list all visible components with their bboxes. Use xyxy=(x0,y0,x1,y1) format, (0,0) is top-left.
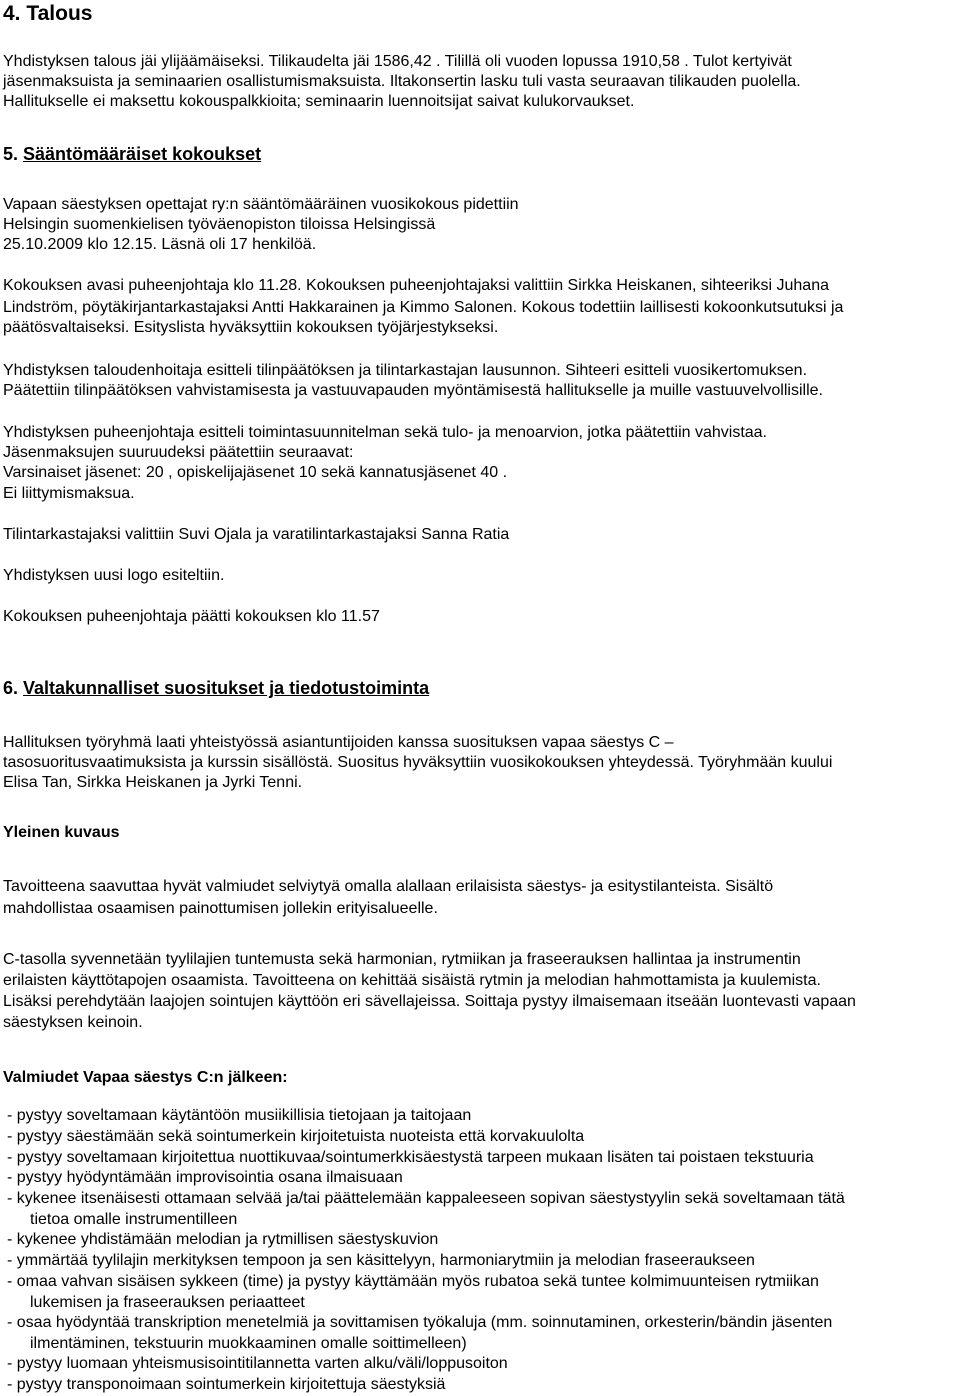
heading-talous: 4. Talous xyxy=(3,2,93,25)
list-item: - osaa hyödyntää transkription menetelmiä ja sovittamisen työkaluja (mm. soinnutaminen, orkesterin/bändin jäsenten xyxy=(7,1314,833,1331)
list-item: - pystyy soveltamaan kirjoitettua nuottikuvaa/sointumerkkisäestystä tarpeen mukaan lisäten tai poistaen tekstuuria xyxy=(7,1149,814,1166)
heading-yleinen-kuvaus: Yleinen kuvaus xyxy=(3,824,120,841)
paragraph-line: Tavoitteena saavuttaa hyvät valmiudet selviytyä omalla alallaan erilaisista säestys- ja esitystilanteista. Sisältö xyxy=(3,878,774,895)
paragraph-line: erilaisten käyttötapojen osaamista. Tavoitteena on kehittää sisäistä rytmin ja melodian hahmottamista ja kuulemista. xyxy=(3,972,821,989)
paragraph-line: Yhdistyksen uusi logo esiteltiin. xyxy=(3,567,225,584)
paragraph-line: Päätettiin tilinpäätöksen vahvistamisesta ja vastuuvapauden myöntämisestä hallitukselle ja muille vastuuvelvollisille. xyxy=(3,382,823,399)
paragraph-line: Yhdistyksen taloudenhoitaja esitteli tilinpäätöksen ja tilintarkastajan lausunnon. Sihteeri esitteli vuosikertomuksen. xyxy=(3,362,808,379)
heading-valmiudet: Valmiudet Vapaa säestys C:n jälkeen: xyxy=(3,1069,288,1086)
paragraph-line: Yhdistyksen talous jäi ylijäämäiseksi. Tilikaudelta jäi 1586,42 . Tilillä oli vuoden lopussa 1910,58 . Tulot kertyivät xyxy=(3,53,792,70)
paragraph-line: 25.10.2009 klo 12.15. Läsnä oli 17 henkilöä. xyxy=(3,236,317,253)
paragraph-line: Vapaan säestyksen opettajat ry:n sääntömääräinen vuosikokous pidettiin xyxy=(3,196,519,213)
paragraph-line: Elisa Tan, Sirkka Heiskanen ja Jyrki Tenni. xyxy=(3,774,303,791)
list-item: - omaa vahvan sisäisen sykkeen (time) ja pystyy käyttämään myös rubatoa sekä tuntee kolmimuunteisen rytmiikan xyxy=(7,1273,819,1290)
heading-valtakunnalliset-suositukset: 6. Valtakunnalliset suositukset ja tiedotustoiminta xyxy=(3,678,430,698)
paragraph-line: Jäsenmaksujen suuruudeksi päätettiin seuraavat: xyxy=(3,444,354,461)
paragraph-line: Kokouksen avasi puheenjohtaja klo 11.28. Kokouksen puheenjohtajaksi valittiin Sirkka Heiskanen, sihteeriksi Juhana xyxy=(3,277,829,294)
list-item: - kykenee itsenäisesti ottamaan selvää ja/tai päättelemään kappaleeseen sopivan säestystyylin sekä soveltamaan tätä xyxy=(7,1190,845,1207)
paragraph-line: Varsinaiset jäsenet: 20 , opiskelijajäsenet 10 sekä kannatusjäsenet 40 . xyxy=(3,464,508,481)
paragraph-line: tasosuoritusvaatimuksista ja kurssin sisällöstä. Suositus hyväksyttiin vuosikokouksen yhteydessä. Työryhmään kuului xyxy=(3,754,833,771)
list-item: - pystyy soveltamaan käytäntöön musiikillisia tietojaan ja taitojaan xyxy=(7,1107,472,1124)
paragraph-line: Tilintarkastajaksi valittiin Suvi Ojala ja varatilintarkastajaksi Sanna Ratia xyxy=(3,526,510,543)
list-item: - kykenee yhdistämään melodian ja rytmillisen säestyskuvion xyxy=(7,1231,439,1248)
paragraph-line: Hallitukselle ei maksettu kokouspalkkioita; seminaarin luennoitsijat saivat kulukorvaukset. xyxy=(3,93,635,110)
paragraph-line: Lindström, pöytäkirjantarkastajaksi Antti Hakkarainen ja Kimmo Salonen. Kokous todettiin laillisesti kokoonkutsutuksi ja xyxy=(3,299,844,316)
list-item: - pystyy transponoimaan sointumerkein kirjoitettuja säestyksiä xyxy=(7,1376,446,1393)
paragraph-line: Helsingin suomenkielisen työväenopiston tiloissa Helsingissä xyxy=(3,216,436,233)
list-item: - pystyy hyödyntämään improvisointia osana ilmaisuaan xyxy=(7,1169,403,1186)
paragraph-line: Ei liittymismaksua. xyxy=(3,485,135,502)
list-item: - ymmärtää tyylilajin merkityksen tempoon ja sen käsittelyyn, harmoniarytmiin ja melodian fraseeraukseen xyxy=(7,1252,755,1269)
paragraph-line: mahdollistaa osaamisen painottumisen jollekin erityisalueelle. xyxy=(3,900,438,917)
heading-saantomaaraiset-kokoukset: 5. Sääntömääräiset kokoukset xyxy=(3,144,262,164)
list-item: - pystyy luomaan yhteismusisointitilannetta varten alku/väli/loppusoiton xyxy=(7,1355,508,1372)
list-item: - pystyy säestämään sekä sointumerkein kirjoitetuista nuoteista että korvakuulolta xyxy=(7,1128,585,1145)
paragraph-line: Yhdistyksen puheenjohtaja esitteli toimintasuunnitelman sekä tulo- ja menoarvion, jotka päätettiin vahvistaa. xyxy=(3,424,767,441)
paragraph-line: Kokouksen puheenjohtaja päätti kokouksen klo 11.57 xyxy=(3,608,380,625)
paragraph-line: päätösvaltaiseksi. Esityslista hyväksyttiin kokouksen työjärjestykseksi. xyxy=(3,319,499,336)
list-item-continuation: tietoa omalle instrumentilleen xyxy=(30,1211,238,1228)
paragraph-line: C-tasolla syvennetään tyylilajien tuntemusta sekä harmonian, rytmiikan ja fraseerauksen hallintaa ja instrumentin xyxy=(3,951,801,968)
list-item-continuation: ilmentäminen, tekstuurin muokkaaminen omalle soittimelleen) xyxy=(30,1335,467,1352)
paragraph-line: jäsenmaksuista ja seminaarien osallistumismaksuista. Iltakonsertin lasku tuli vasta seuraavan tilikauden puolella. xyxy=(3,73,801,90)
paragraph-line: Lisäksi perehdytään laajojen sointujen käyttöön eri sävellajeissa. Soittaja pystyy ilmaisemaan itseään luontevasti vapaan xyxy=(3,993,856,1010)
paragraph-line: Hallituksen työryhmä laati yhteistyössä asiantuntijoiden kanssa suosituksen vapaa säestys C – xyxy=(3,734,674,751)
list-item-continuation: lukemisen ja fraseerauksen periaatteet xyxy=(30,1294,305,1311)
paragraph-line: säestyksen keinoin. xyxy=(3,1014,143,1031)
